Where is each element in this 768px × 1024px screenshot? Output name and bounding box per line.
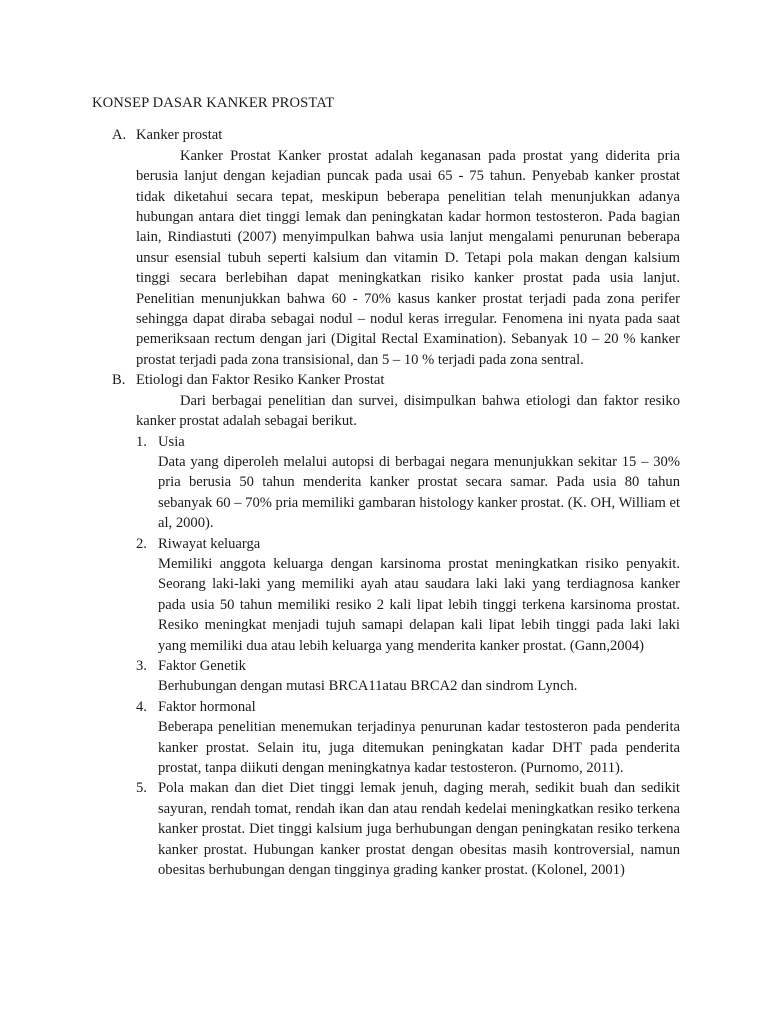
list-item-text: Data yang diperoleh melalui autopsi di berbagai negara menunjukkan sekitar 15 – 30% pria berusia 50 tahun menderita kanker prostat secara samar. Pada usia 80 tahun sebanyak 60 – 70% pria memiliki gambaran histology kanker prostat. (K. OH, William et al, 2000). [158,453,680,532]
section-b-body [136,370,680,880]
list-item-pola-makan [136,778,680,880]
list-item-title: Faktor hormonal [158,698,256,715]
list-item-title: Riwayat keluarga [158,535,261,552]
list-item-text: Pola makan dan diet Diet tinggi lemak jenuh, daging merah, sedikit buah dan sedikit sayuran, rendah tomat, rendah ikan dan atau rendah kedelai meningkatkan resiko terkena kanker prostat. Diet tinggi kalsium juga berhubungan dengan peningkatan resiko terkena kanker prostat. Hubungan kanker prostat dengan obesitas masih kontroversial, namun obesitas berhubungan dengan tingginya grading kanker prostat. (Kolonel, 2001) [158,780,680,879]
document-title: KONSEP DASAR KANKER PROSTAT [92,95,335,111]
list-item-text: Beberapa penelitian menemukan terjadinya penurunan kadar testosteron pada penderita kanker prostat. Selain itu, juga ditemukan peningkatan kadar DHT pada penderita prostat, tanpa diikuti dengan meningkatnya kadar testosteron. (Purnomo, 2011). [158,719,680,776]
section-b [92,370,680,880]
section-a-heading: Kanker prostat [136,127,223,144]
section-b-paragraph: Dari berbagai penelitian dan survei, disimpulkan bahwa etiologi dan faktor resiko kanker prostat adalah sebagai berikut. [136,392,680,430]
section-a-body [136,125,680,370]
section-a-letter: A. [112,127,127,144]
section-a-paragraph: Kanker Prostat Kanker prostat adalah keganasan pada prostat yang diderita pria berusia lanjut dengan kejadian puncak pada usai 65 - 75 tahun. Penyebab kanker prostat tidak diketahui secara tepat, meskipun beberapa penelitian telah menunjukkan adanya hubungan antara diet tinggi lemak dan peningkatan kadar hormon testosteron. Pada bagian lain, Rindiastuti (2007) menyimpulkan bahwa usia lanjut mengalami penurunan beberapa unsur esensial tubuh seperti kalsium dan vitamin D. Tetapi pola makan dengan kalsium tinggi secara berlebihan dapat meningkatkan risiko kanker prostat pada usia lanjut. Penelitian menunjukkan bahwa 60 - 70% kasus kanker prostat terjadi pada zona perifer sehingga dapat diraba sebagai nodul – nodul keras irregular. Fenomena ini nyata pada saat pemeriksaan rectum dengan jari (Digital Rectal Examination). Sebanyak 10 – 20 % kanker prostat terjadi pada zona transisional, dan 5 – 10 % terjadi pada zona sentral. [136,147,680,368]
section-b-heading: Etiologi dan Faktor Resiko Kanker Prostat [136,372,385,389]
list-item-faktor-genetik [136,656,680,697]
list-item-usia [136,432,680,534]
list-item-body [158,697,680,779]
section-b-letter: B. [112,372,126,389]
list-item-number: 3. [136,657,147,674]
list-item-body [158,778,680,880]
list-item-number: 2. [136,535,147,552]
list-item-faktor-hormonal [136,697,680,779]
list-item-number: 1. [136,433,147,450]
section-a [92,125,680,370]
list-item-title: Usia [158,433,185,450]
list-item-number: 4. [136,698,147,715]
list-item-text: Memiliki anggota keluarga dengan karsinoma prostat meningkatkan risiko penyakit. Seorang laki-laki yang memiliki ayah atau saudara laki laki yang terdiagnosa kanker pada usia 50 tahun memiliki resiko 2 kali lipat lebih tinggi terkena karsinoma prostat. Resiko meningkat menjadi tujuh samapi delapan kali lipat lebih tinggi pada laki laki yang memiliki dua atau lebih keluarga yang menderita kanker prostat. (Gann,2004) [158,555,680,654]
list-item-title: Faktor Genetik [158,657,246,674]
list-item-number: 5. [136,780,147,797]
list-item-body [158,534,680,656]
list-item-body [158,432,680,534]
list-item-body [158,656,680,697]
list-item-riwayat-keluarga [136,534,680,656]
list-item-text: Berhubungan dengan mutasi BRCA11atau BRCA2 dan sindrom Lynch. [158,678,578,695]
